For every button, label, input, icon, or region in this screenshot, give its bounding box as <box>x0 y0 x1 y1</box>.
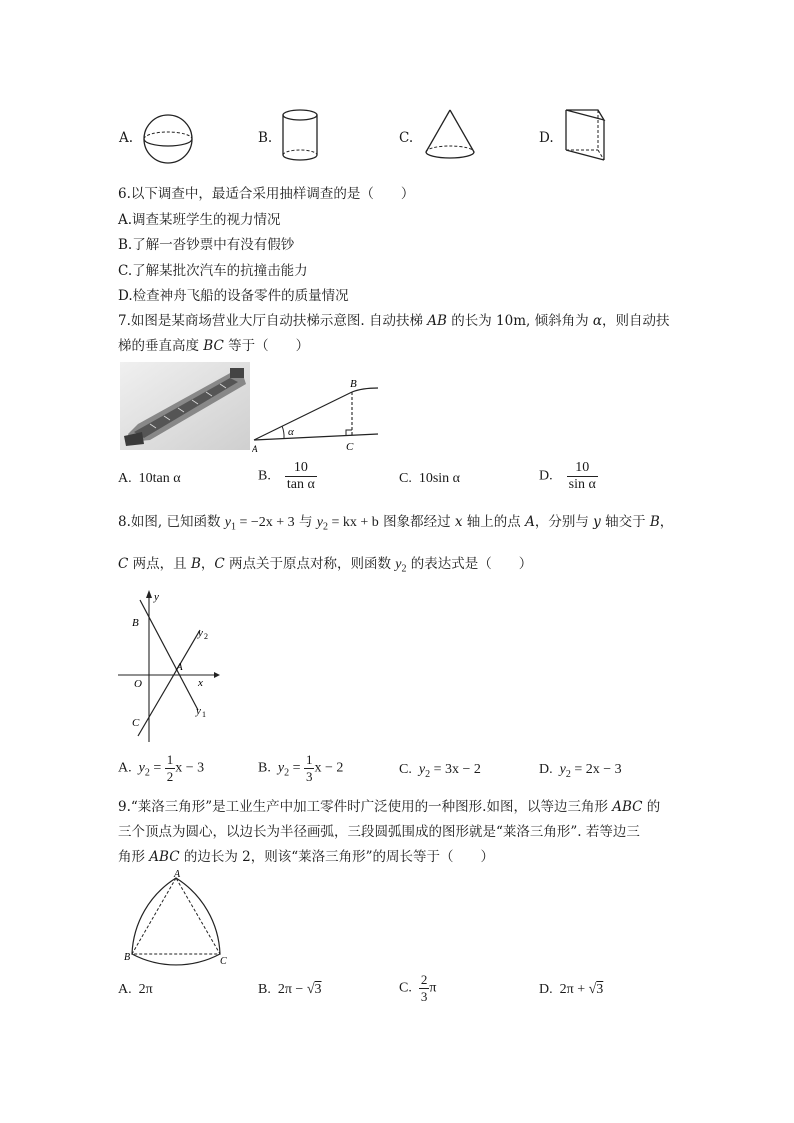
label-B: B <box>132 617 139 629</box>
q9-stem-line1: 9.“莱洛三角形”是工业生产中加工零件时广泛使用的一种图形.如图，以等边三角形 ABC 的 <box>118 799 661 815</box>
line-y2 <box>138 630 200 736</box>
label-C: C <box>220 956 227 966</box>
escalator-photo <box>120 362 250 450</box>
label-y1-sub: 1 <box>202 710 206 719</box>
q9-option-b[interactable]: B. 2π − √3 <box>258 982 322 997</box>
q7-option-d[interactable]: D. $\frac{10}{\text{sin α}}$ <box>539 460 596 492</box>
q6-option-c[interactable]: C.了解某批次汽车的抗撞击能力 <box>118 263 308 279</box>
q6-option-b[interactable]: B.了解一沓钞票中有没有假钞 <box>118 237 295 253</box>
sphere-figure <box>140 112 196 166</box>
q7-stem-line1: 7.如图是某商场营业大厅自动扶梯示意图. 自动扶梯 AB 的长为 10m, 倾斜角为 α，则自动扶 <box>118 313 670 329</box>
escalator-diagram <box>252 372 382 454</box>
label-B: B <box>350 378 357 390</box>
label-B: B <box>124 952 131 963</box>
q5-option-a-label: A. <box>119 130 134 146</box>
label-y: y <box>154 591 159 603</box>
label-A: A <box>174 869 181 880</box>
q9-option-a[interactable]: A. 2π <box>118 982 153 997</box>
q9-option-c[interactable]: C. $\frac{2}{3}$ π <box>399 972 437 1004</box>
q5-option-c-label: C. <box>399 130 414 146</box>
cylinder-figure <box>278 106 324 164</box>
reuleaux-triangle-figure <box>120 868 232 966</box>
q8-option-a[interactable]: A. $y_2$ = $\frac{1}{2}$ x − 3 <box>118 752 205 784</box>
q7-option-b[interactable]: B. $\frac{10}{\text{tan α}}$ <box>258 460 315 492</box>
equilateral-triangle <box>132 878 220 954</box>
label-x: x <box>198 677 203 689</box>
label-C: C <box>346 441 354 453</box>
q8-stem-line2: C 两点，且 B，C 两点关于原点对称，则函数 $y_2$ 的表达式是（ ） <box>118 556 533 575</box>
q8-option-b[interactable]: B. $y_2$ = $\frac{1}{3}$ x − 2 <box>258 752 344 784</box>
q8-option-d[interactable]: D. $y_2 = 2x - 3$ <box>539 762 622 780</box>
q5-option-b-label: B. <box>258 130 273 146</box>
q6-option-d[interactable]: D.检查神舟飞船的设备零件的质量情况 <box>118 288 349 304</box>
q8-option-c[interactable]: C. $y_2 = 3x - 2$ <box>399 762 481 780</box>
q7-option-c[interactable]: C. 10sin α <box>399 471 461 486</box>
q7-stem-line2: 梯的垂直高度 BC 等于（ ） <box>118 338 310 354</box>
q8-stem-line1: 8.如图, 已知函数 $y_1 = -2x + 3$ 与 $y_2$ = kx + b 图象都经过 x 轴上的点 A，分别与 y 轴交于 B， <box>118 514 674 533</box>
q5-option-d-label: D. <box>539 130 554 146</box>
q9-stem-line3: 角形 ABC 的边长为 2，则该“莱洛三角形”的周长等于（ ） <box>118 849 495 865</box>
cone-figure <box>420 106 480 164</box>
reuleaux-arcs <box>132 878 220 965</box>
prism-figure <box>560 104 610 166</box>
label-y2: y <box>198 627 203 639</box>
q9-stem-line2: 三个顶点为圆心，以边长为半径画弧，三段圆弧围成的图形就是“莱洛三角形”. 若等边三 <box>118 824 640 840</box>
label-y2-sub: 2 <box>204 632 208 641</box>
label-A: A <box>252 444 258 454</box>
label-O: O <box>134 678 142 690</box>
q9-option-d[interactable]: D. 2π + √3 <box>539 982 604 997</box>
label-C: C <box>132 717 140 729</box>
label-A: A <box>176 661 183 673</box>
q6-stem: 6.以下调查中，最适合采用抽样调查的是（ ） <box>118 186 415 202</box>
q7-option-a[interactable]: A. 10tan α <box>118 471 181 486</box>
q8-graph <box>118 586 222 744</box>
label-y1: y <box>196 705 201 717</box>
q6-option-a[interactable]: A.调查某班学生的视力情况 <box>118 212 281 228</box>
label-alpha: α <box>288 426 294 438</box>
